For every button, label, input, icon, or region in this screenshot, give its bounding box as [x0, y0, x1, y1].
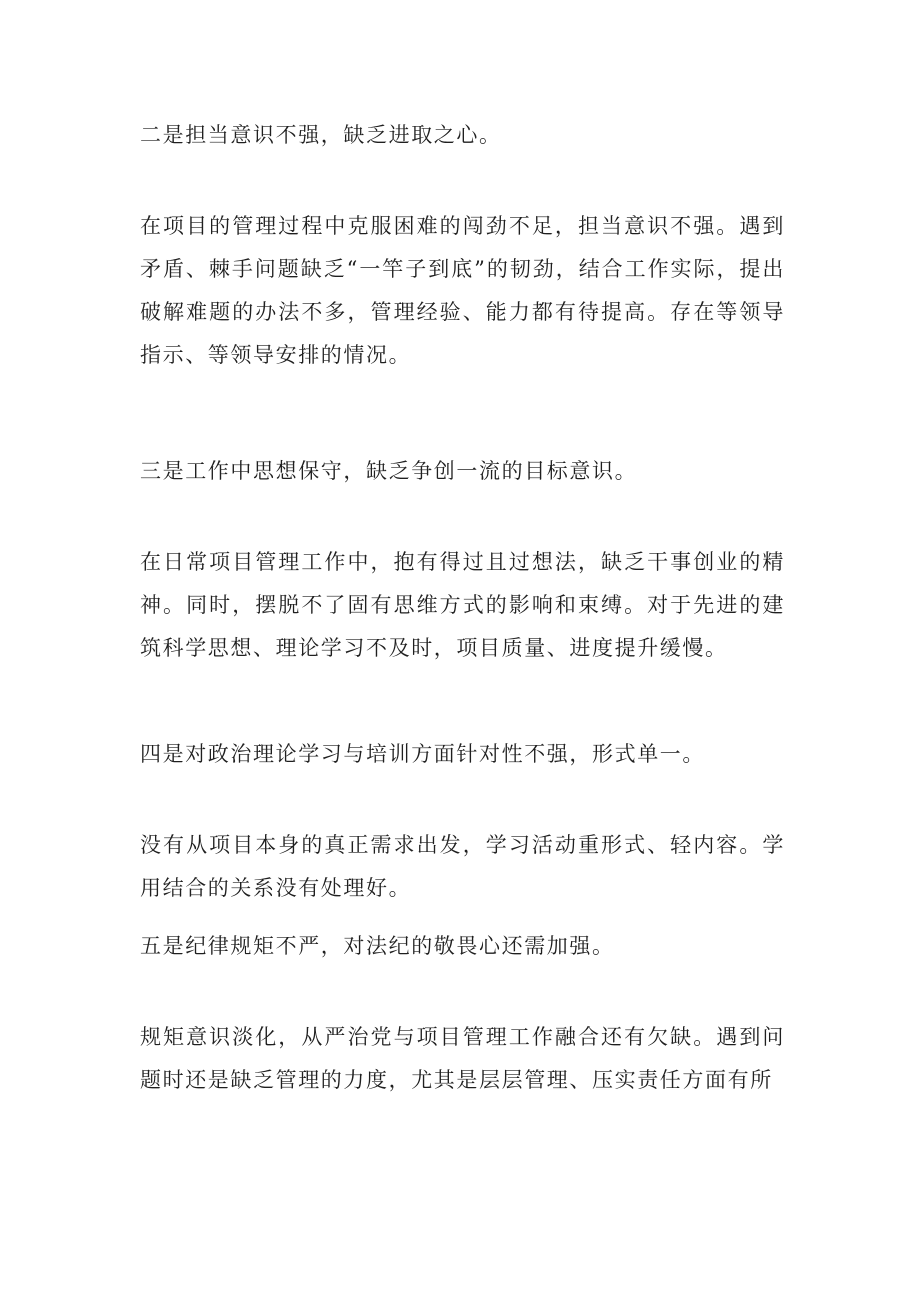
paragraph-point-two-body: 在项目的管理过程中克服困难的闯劲不足，担当意识不强。遇到矛盾、棘手问题缺乏“一竿子到底”的韧劲，结合工作实际，提出破解难题的办法不多，管理经验、能力都有待提高。存在等领导指示、等领导安排的情况。 — [140, 214, 785, 367]
paragraph-point-five-body: 规矩意识淡化，从严治党与项目管理工作融合还有欠缺。遇到问题时还是缺乏管理的力度，尤其是层层管理、压实责任方面有所 — [140, 1025, 785, 1092]
heading-point-four: 四是对政治理论学习与培训方面针对性不强，形式单一。 — [140, 742, 705, 766]
paragraph-point-three-body: 在日常项目管理工作中，抱有得过且过想法，缺乏干事创业的精神。同时，摆脱不了固有思维方式的影响和束缚。对于先进的建筑科学思想、理论学习不及时，项目质量、进度提升缓慢。 — [140, 550, 785, 660]
heading-point-five: 五是纪律规矩不严，对法纪的敬畏心还需加强。 — [140, 934, 615, 958]
heading-point-three: 三是工作中思想保守，缺乏争创一流的目标意识。 — [140, 459, 638, 483]
paragraph-point-four-body: 没有从项目本身的真正需求出发，学习活动重形式、轻内容。学用结合的关系没有处理好。 — [140, 833, 785, 900]
heading-point-two: 二是担当意识不强，缺乏进取之心。 — [140, 123, 502, 147]
